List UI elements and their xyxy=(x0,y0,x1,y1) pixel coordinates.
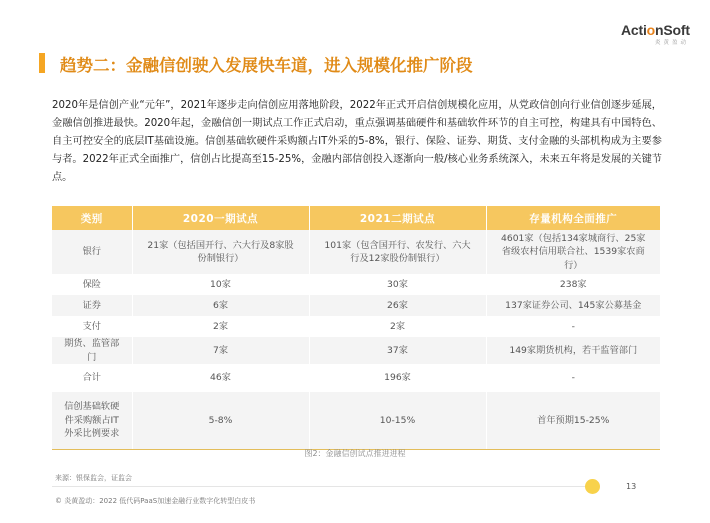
table-cell: 证券 xyxy=(52,295,132,316)
table-cell: 101家（包含国开行、农发行、六大行及12家股份制银行） xyxy=(309,230,486,274)
logo-subtitle: 炎黄盈动 xyxy=(654,40,689,46)
table-cell: 2家 xyxy=(309,316,486,337)
table-cell: 26家 xyxy=(309,295,486,316)
table-cell: 6家 xyxy=(132,295,309,316)
table-header-cell: 2021二期试点 xyxy=(309,206,486,230)
table-cell: 保险 xyxy=(52,274,132,295)
table-cell: - xyxy=(571,320,575,332)
intro-paragraph: 2020年是信创产业“元年”，2021年逐步走向信创应用落地阶段，2022年正式开启信创规模化应用，从党政信创向行业信创逐步延展，金融信创推进最快。2020年起，金融信创一期试点工作正式启动，重点强调基础硬件和基础软件环节的自主可控，构建具有中国特色、自主可控安全的底层IT基础设施。信创基础软硬件采购额占IT外采的5-8%，银行、保险、证券、期货、支付金融的头部机构成为主要参与者。2022年正式全面推广，信创占比提高至15-25%，金融内部信创投入逐渐向一般/核心业务系统深入，未来五年将是发展的关键节点。 xyxy=(52,100,662,183)
section-title: 趋势二：金融信创驶入发展快车道，进入规模化推广阶段 xyxy=(60,56,473,75)
footer-divider xyxy=(52,486,592,487)
pilot-progress-table xyxy=(52,206,660,450)
logo-text-rest: nSoft xyxy=(655,22,690,38)
logo-text-o: o xyxy=(646,22,656,38)
table-cell: 银行 xyxy=(52,230,132,274)
table-cell: 信创基础软硬件采购额占IT外采比例要求 xyxy=(52,392,132,449)
table-cell: 10-15% xyxy=(309,392,486,449)
table-row xyxy=(52,230,660,274)
figure-caption: 图2：金融信创试点推进进程 xyxy=(304,449,406,458)
table-cell: 7家 xyxy=(132,337,309,364)
table-row xyxy=(52,337,660,364)
table-header-cell: 类别 xyxy=(52,206,132,230)
title-accent-bar xyxy=(39,53,45,73)
table-row xyxy=(52,295,660,316)
page-number: 13 xyxy=(626,482,637,491)
table-cell: 30家 xyxy=(309,274,486,295)
table-cell: 149家期货机构，若干监管部门 xyxy=(486,337,660,364)
table-row xyxy=(52,274,660,295)
logo-text-main: Acti xyxy=(621,22,647,38)
table-cell: 10家 xyxy=(132,274,309,295)
table-cell: 4601家（包括134家城商行、25家省级农村信用联合社、1539家农商行） xyxy=(486,230,660,274)
page-dot-decoration xyxy=(585,479,600,494)
footer-text: © 炎黄盈动：2022 低代码PaaS加速金融行业数字化转型白皮书 xyxy=(55,497,256,505)
table-cell: 46家 xyxy=(132,364,309,392)
table-header-row xyxy=(52,206,660,230)
table-cell: 期货、监管部门 xyxy=(52,337,132,364)
table-cell: 137家证券公司、145家公募基金 xyxy=(486,295,660,316)
table-header-cell: 2020一期试点 xyxy=(132,206,309,230)
table-cell: 196家 xyxy=(309,364,486,392)
table-cell: - xyxy=(571,372,575,384)
table-row xyxy=(52,392,660,449)
table-cell: 238家 xyxy=(559,278,587,290)
source-note: 来源：银保监会，证监会 xyxy=(55,474,132,482)
table-cell: 首年预期15-25% xyxy=(486,392,660,449)
table-header-cell: 存量机构全面推广 xyxy=(486,206,660,230)
table-cell: 支付 xyxy=(52,316,132,337)
table-cell: 合计 xyxy=(52,364,132,392)
table-row xyxy=(52,364,660,392)
table-cell: 5-8% xyxy=(132,392,309,449)
table-cell: 21家（包括国开行、六大行及8家股份制银行） xyxy=(132,230,309,274)
table-cell: 2家 xyxy=(132,316,309,337)
table-cell: 37家 xyxy=(309,337,486,364)
actionsoft-logo xyxy=(621,22,691,48)
table-row xyxy=(52,316,660,337)
